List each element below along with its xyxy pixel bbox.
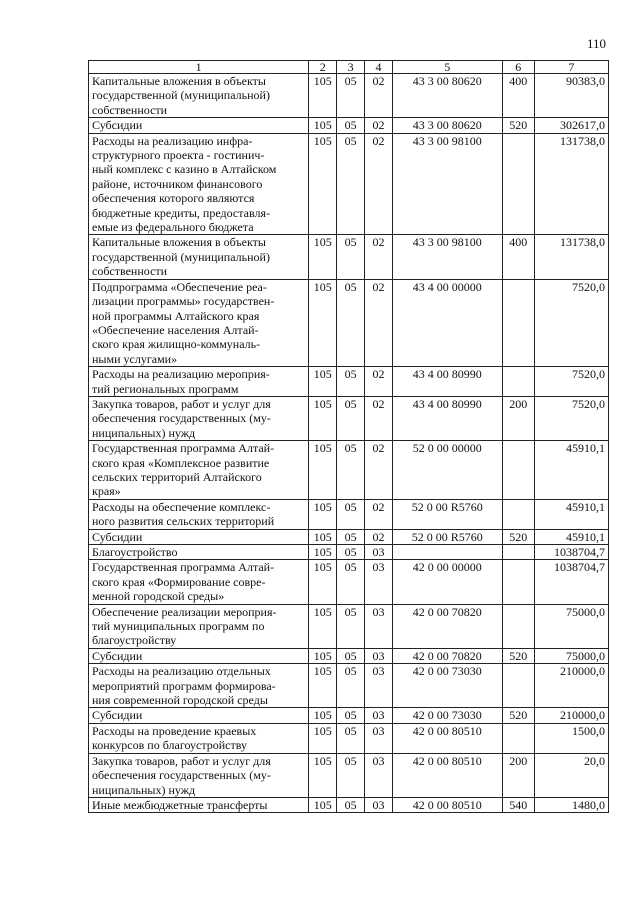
- table-row: [89, 723, 609, 753]
- section-cell: 05: [337, 133, 365, 235]
- row-name-cell: [89, 545, 309, 560]
- section-cell: 05: [337, 367, 365, 397]
- row-name-line: Субсидии: [92, 708, 143, 723]
- amount-cell: 20,0: [534, 753, 608, 797]
- row-name-cell: [89, 753, 309, 797]
- row-name-line: мероприятий программ формирова-: [92, 678, 276, 693]
- section-cell: 05: [337, 560, 365, 604]
- target-article-cell: 42 0 00 73030: [393, 708, 503, 723]
- amount-cell: 7520,0: [534, 396, 608, 440]
- header-col-2: 2: [309, 61, 337, 74]
- amount-cell: 302617,0: [534, 118, 608, 133]
- code-cell: 105: [309, 708, 337, 723]
- row-name-line: государственной (муниципальной): [92, 249, 270, 264]
- header-col-3: 3: [337, 61, 365, 74]
- target-article-cell: 42 0 00 80510: [393, 753, 503, 797]
- row-name-line: ного развития сельских территорий: [92, 514, 275, 529]
- section-cell: 05: [337, 279, 365, 366]
- row-name-line: благоустройству: [92, 633, 177, 648]
- row-name-line: Расходы на реализацию мероприя-: [92, 367, 270, 382]
- target-article-cell: 52 0 00 R5760: [393, 499, 503, 529]
- amount-cell: 45910,1: [534, 499, 608, 529]
- code-cell: 105: [309, 664, 337, 708]
- subsection-cell: 02: [365, 529, 393, 544]
- expense-type-cell: 520: [502, 648, 534, 663]
- row-name-line: ный комплекс с казино в Алтайском: [92, 162, 277, 177]
- target-article-cell: 52 0 00 R5760: [393, 529, 503, 544]
- row-name-cell: [89, 560, 309, 604]
- target-article-cell: 52 0 00 00000: [393, 441, 503, 500]
- target-article-cell: 42 0 00 00000: [393, 560, 503, 604]
- row-name-line: Расходы на реализацию инфра-: [92, 133, 253, 148]
- budget-table: [88, 60, 609, 813]
- subsection-cell: 03: [365, 797, 393, 812]
- amount-cell: 1038704,7: [534, 560, 608, 604]
- section-cell: 05: [337, 753, 365, 797]
- amount-cell: 131738,0: [534, 235, 608, 279]
- row-name-line: Капитальные вложения в объекты: [92, 74, 266, 88]
- subsection-cell: 02: [365, 499, 393, 529]
- table-row: [89, 708, 609, 723]
- row-name-line: ниципальных) нужд: [92, 782, 196, 797]
- amount-cell: 210000,0: [534, 708, 608, 723]
- section-cell: 05: [337, 118, 365, 133]
- row-name-cell: [89, 396, 309, 440]
- amount-cell: 210000,0: [534, 664, 608, 708]
- row-name-line: Субсидии: [92, 648, 143, 663]
- page-number: 110: [586, 36, 606, 51]
- row-name-line: ниципальных) нужд: [92, 425, 196, 440]
- amount-cell: 1500,0: [534, 723, 608, 753]
- subsection-cell: 03: [365, 604, 393, 648]
- subsection-cell: 03: [365, 560, 393, 604]
- expense-type-cell: [502, 723, 534, 753]
- amount-cell: 7520,0: [534, 367, 608, 397]
- code-cell: 105: [309, 723, 337, 753]
- row-name-line: Обеспечение реализации мероприя-: [92, 604, 277, 619]
- table-row: [89, 118, 609, 133]
- row-name-line: Государственная программа Алтай-: [92, 441, 275, 456]
- row-name-line: Субсидии: [92, 529, 143, 544]
- row-name-cell: [89, 74, 309, 118]
- row-name-line: «Обеспечение населения Алтай-: [92, 322, 259, 337]
- table-row: [89, 367, 609, 397]
- expense-type-cell: 540: [502, 797, 534, 812]
- row-name-line: ния современной городской среды: [92, 693, 268, 708]
- row-name-line: ского края «Комплексное развитие: [92, 455, 270, 470]
- expense-type-cell: 400: [502, 74, 534, 118]
- table-row: [89, 529, 609, 544]
- amount-cell: 1480,0: [534, 797, 608, 812]
- code-cell: 105: [309, 604, 337, 648]
- target-article-cell: [393, 545, 503, 560]
- amount-cell: 45910,1: [534, 441, 608, 500]
- section-cell: 05: [337, 441, 365, 500]
- row-name-line: Субсидии: [92, 118, 143, 133]
- row-name-line: бюджетные кредиты, предоставля-: [92, 205, 270, 220]
- subsection-cell: 02: [365, 133, 393, 235]
- header-row: [89, 61, 609, 74]
- amount-cell: 45910,1: [534, 529, 608, 544]
- row-name-line: менной городской среды»: [92, 589, 225, 604]
- header-col-6: 6: [502, 61, 534, 74]
- target-article-cell: 43 3 00 80620: [393, 74, 503, 118]
- row-name-line: обеспечения государственных (му-: [92, 768, 271, 783]
- target-article-cell: 43 4 00 00000: [393, 279, 503, 366]
- section-cell: 05: [337, 529, 365, 544]
- table-row: [89, 74, 609, 118]
- target-article-cell: 42 0 00 80510: [393, 797, 503, 812]
- row-name-line: Закупка товаров, работ и услуг для: [92, 753, 271, 768]
- code-cell: 105: [309, 235, 337, 279]
- table-row: [89, 664, 609, 708]
- subsection-cell: 03: [365, 545, 393, 560]
- row-name-line: конкурсов по благоустройству: [92, 738, 247, 753]
- code-cell: 105: [309, 74, 337, 118]
- row-name-line: собственности: [92, 102, 168, 117]
- section-cell: 05: [337, 499, 365, 529]
- expense-type-cell: [502, 664, 534, 708]
- row-name-line: ского края жилищно-коммуналь-: [92, 337, 261, 352]
- expense-type-cell: [502, 604, 534, 648]
- table-row: [89, 545, 609, 560]
- row-name-line: Благоустройство: [92, 545, 178, 559]
- row-name-line: Государственная программа Алтай-: [92, 560, 275, 575]
- expense-type-cell: [502, 499, 534, 529]
- code-cell: 105: [309, 441, 337, 500]
- row-name-line: государственной (муниципальной): [92, 88, 270, 103]
- subsection-cell: 03: [365, 723, 393, 753]
- row-name-cell: [89, 797, 309, 812]
- header-col-5: 5: [393, 61, 503, 74]
- code-cell: 105: [309, 797, 337, 812]
- row-name-line: края»: [92, 484, 121, 499]
- subsection-cell: 02: [365, 279, 393, 366]
- target-article-cell: 42 0 00 70820: [393, 648, 503, 663]
- table-row: [89, 499, 609, 529]
- target-article-cell: 43 3 00 98100: [393, 235, 503, 279]
- code-cell: 105: [309, 367, 337, 397]
- subsection-cell: 02: [365, 118, 393, 133]
- section-cell: 05: [337, 648, 365, 663]
- section-cell: 05: [337, 723, 365, 753]
- row-name-line: обеспечения государственных (му-: [92, 411, 271, 426]
- target-article-cell: 42 0 00 70820: [393, 604, 503, 648]
- row-name-line: ского края «Формирование совре-: [92, 574, 266, 589]
- expense-type-cell: [502, 441, 534, 500]
- target-article-cell: 43 3 00 98100: [393, 133, 503, 235]
- row-name-cell: [89, 279, 309, 366]
- amount-cell: 1038704,7: [534, 545, 608, 560]
- target-article-cell: 42 0 00 73030: [393, 664, 503, 708]
- expense-type-cell: [502, 545, 534, 560]
- expense-type-cell: 520: [502, 708, 534, 723]
- row-name-cell: [89, 648, 309, 663]
- subsection-cell: 02: [365, 367, 393, 397]
- target-article-cell: 42 0 00 80510: [393, 723, 503, 753]
- row-name-line: Расходы на реализацию отдельных: [92, 664, 271, 679]
- section-cell: 05: [337, 396, 365, 440]
- expense-type-cell: [502, 560, 534, 604]
- row-name-line: Капитальные вложения в объекты: [92, 235, 266, 250]
- subsection-cell: 02: [365, 74, 393, 118]
- header-col-7: 7: [534, 61, 608, 74]
- table-row: [89, 396, 609, 440]
- subsection-cell: 02: [365, 441, 393, 500]
- table-row: [89, 604, 609, 648]
- subsection-cell: 03: [365, 708, 393, 723]
- code-cell: 105: [309, 133, 337, 235]
- row-name-cell: [89, 529, 309, 544]
- amount-cell: 75000,0: [534, 648, 608, 663]
- table-row: [89, 441, 609, 500]
- row-name-line: емые из федерального бюджета: [92, 220, 254, 235]
- row-name-line: Расходы на проведение краевых: [92, 723, 257, 738]
- amount-cell: 7520,0: [534, 279, 608, 366]
- code-cell: 105: [309, 560, 337, 604]
- table-row: [89, 648, 609, 663]
- row-name-line: лизации программы» государствен-: [92, 294, 275, 309]
- subsection-cell: 02: [365, 235, 393, 279]
- code-cell: 105: [309, 753, 337, 797]
- table-row: [89, 235, 609, 279]
- code-cell: 105: [309, 529, 337, 544]
- expense-type-cell: [502, 367, 534, 397]
- row-name-line: Расходы на обеспечение комплекс-: [92, 499, 271, 514]
- section-cell: 05: [337, 545, 365, 560]
- row-name-cell: [89, 133, 309, 235]
- row-name-line: Подпрограмма «Обеспечение реа-: [92, 279, 267, 294]
- section-cell: 05: [337, 797, 365, 812]
- code-cell: 105: [309, 499, 337, 529]
- row-name-line: собственности: [92, 264, 168, 279]
- code-cell: 105: [309, 648, 337, 663]
- row-name-cell: [89, 499, 309, 529]
- section-cell: 05: [337, 664, 365, 708]
- section-cell: 05: [337, 604, 365, 648]
- expense-type-cell: 400: [502, 235, 534, 279]
- subsection-cell: 03: [365, 664, 393, 708]
- row-name-cell: [89, 235, 309, 279]
- section-cell: 05: [337, 74, 365, 118]
- code-cell: 105: [309, 396, 337, 440]
- target-article-cell: 43 4 00 80990: [393, 396, 503, 440]
- subsection-cell: 03: [365, 753, 393, 797]
- row-name-cell: [89, 367, 309, 397]
- table-row: [89, 797, 609, 812]
- section-cell: 05: [337, 708, 365, 723]
- code-cell: 105: [309, 545, 337, 560]
- subsection-cell: 02: [365, 396, 393, 440]
- row-name-cell: [89, 723, 309, 753]
- expense-type-cell: [502, 279, 534, 366]
- row-name-line: ной программы Алтайского края: [92, 308, 260, 323]
- amount-cell: 90383,0: [534, 74, 608, 118]
- row-name-line: ными услугами»: [92, 351, 178, 366]
- table-row: [89, 560, 609, 604]
- target-article-cell: 43 3 00 80620: [393, 118, 503, 133]
- row-name-line: районе, источником финансового: [92, 176, 263, 191]
- expense-type-cell: 200: [502, 753, 534, 797]
- code-cell: 105: [309, 118, 337, 133]
- expense-type-cell: [502, 133, 534, 235]
- row-name-line: структурного проекта - гостинич-: [92, 148, 265, 163]
- section-cell: 05: [337, 235, 365, 279]
- row-name-line: тий региональных программ: [92, 381, 239, 396]
- expense-type-cell: 520: [502, 529, 534, 544]
- table-row: [89, 133, 609, 235]
- row-name-line: Закупка товаров, работ и услуг для: [92, 396, 271, 411]
- code-cell: 105: [309, 279, 337, 366]
- row-name-cell: [89, 441, 309, 500]
- header-col-4: 4: [365, 61, 393, 74]
- expense-type-cell: 200: [502, 396, 534, 440]
- row-name-line: тий муниципальных программ по: [92, 619, 265, 634]
- header-col-1: 1: [89, 61, 309, 74]
- amount-cell: 131738,0: [534, 133, 608, 235]
- row-name-cell: [89, 118, 309, 133]
- table-row: [89, 753, 609, 797]
- row-name-cell: [89, 604, 309, 648]
- row-name-cell: [89, 664, 309, 708]
- row-name-cell: [89, 708, 309, 723]
- amount-cell: 75000,0: [534, 604, 608, 648]
- target-article-cell: 43 4 00 80990: [393, 367, 503, 397]
- row-name-line: обеспечения которого являются: [92, 191, 255, 206]
- subsection-cell: 03: [365, 648, 393, 663]
- table-body: [89, 74, 609, 813]
- expense-type-cell: 520: [502, 118, 534, 133]
- row-name-line: Иные межбюджетные трансферты: [92, 797, 268, 812]
- table-row: [89, 279, 609, 366]
- row-name-line: сельских территорий Алтайского: [92, 469, 262, 484]
